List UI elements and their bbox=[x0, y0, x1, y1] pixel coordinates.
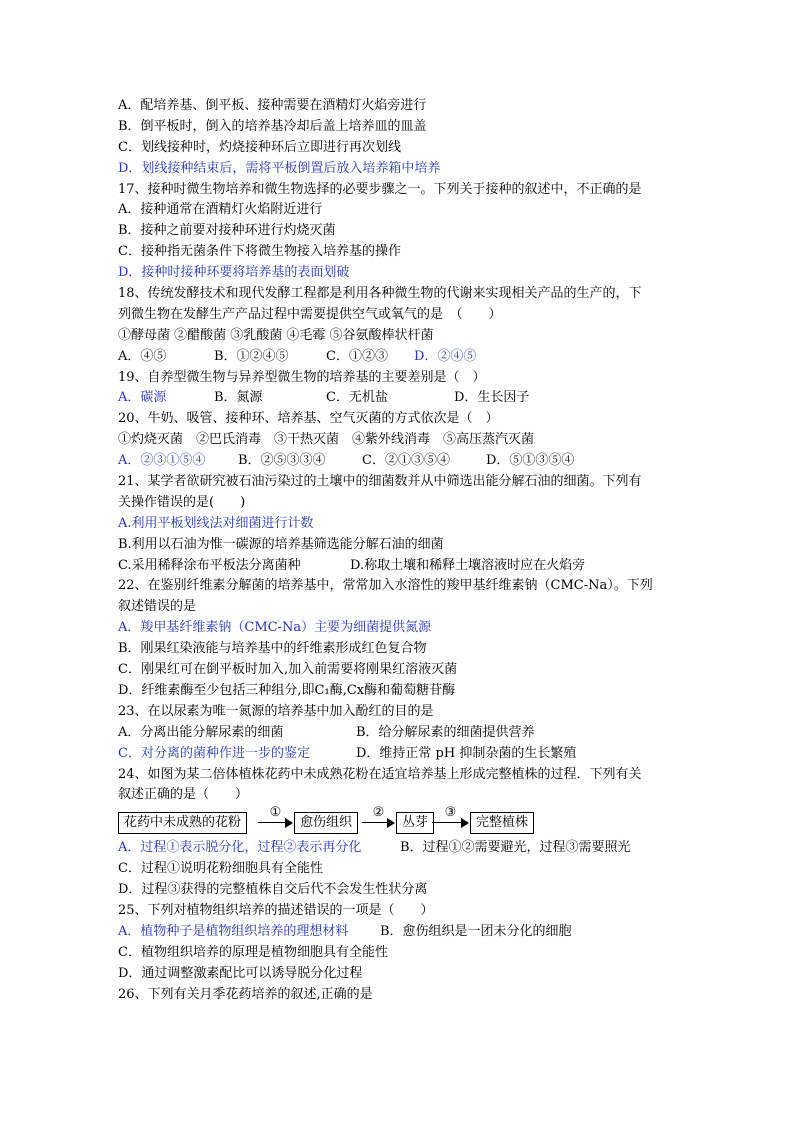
text-line: A.利用平板划线法对细菌进行计数 bbox=[118, 515, 314, 531]
text-line: A．接种通常在酒精灯火焰附近进行 bbox=[118, 202, 323, 218]
option-text: A．植物种子是植物组织培养的理想材料 bbox=[118, 923, 349, 939]
option-text: C．①②③ bbox=[326, 348, 388, 364]
text-line: 20、牛奶、吸管、接种环、培养基、空气灭菌的方式依次是（ ） bbox=[118, 411, 499, 427]
option-text: C.采用稀释涂布平板法分离菌种 bbox=[118, 557, 301, 573]
option-text: A．分离出能分解尿素的细菌 bbox=[118, 724, 284, 740]
text-line: C．接种指无菌条件下将微生物接入培养基的操作 bbox=[118, 244, 401, 260]
flow-box: 丛芽 bbox=[396, 812, 434, 834]
flow-arrow bbox=[258, 805, 293, 836]
text-line: 26、下列有关月季花药培养的叙述,正确的是 bbox=[118, 986, 373, 1002]
option-text: A．④⑤ bbox=[118, 348, 167, 364]
text-line: ①灼烧灭菌 ②巴氏消毒 ③干热灭菌 ④紫外线消毒 ⑤高压蒸汽灭菌 bbox=[118, 432, 535, 448]
option-text: B．过程①②需要避光，过程③需要照光 bbox=[400, 840, 631, 856]
text-line: ①酵母菌 ②醋酸菌 ③乳酸菌 ④毛霉 ⑤谷氨酸棒状杆菌 bbox=[118, 327, 434, 343]
text-line bbox=[118, 347, 678, 368]
text-line: A．羧甲基纤维素钠（CMC-Na）主要为细菌提供氮源 bbox=[118, 620, 432, 636]
text-line: B.利用以石油为惟一碳源的培养基筛选能分解石油的细菌 bbox=[118, 536, 444, 552]
text-line bbox=[118, 744, 678, 765]
flow-step-number: ② bbox=[372, 805, 385, 821]
flow-arrow bbox=[362, 805, 395, 836]
text-line: C．划线接种时，灼烧接种环后立即进行再次划线 bbox=[118, 139, 401, 155]
text-line: B．倒平板时，倒入的培养基冷却后盖上培养皿的皿盖 bbox=[118, 118, 427, 134]
option-text: C．②①③⑤④ bbox=[362, 453, 450, 469]
option-text: A．②③①⑤④ bbox=[118, 453, 206, 469]
text-line bbox=[118, 723, 678, 744]
text-line: 21、某学者欲研究被石油污染过的土壤中的细菌数并从中筛选出能分解石油的细菌。下列有 bbox=[118, 474, 642, 490]
text-line: D．划线接种结束后，需将平板倒置后放入培养箱中培养 bbox=[118, 160, 441, 176]
option-text: B．①②④⑤ bbox=[214, 348, 289, 364]
text-line: D．通过调整激素配比可以诱导脱分化过程 bbox=[118, 965, 363, 981]
text-line: D．过程③获得的完整植株自交后代不会发生性状分离 bbox=[118, 882, 428, 898]
flow-arrow bbox=[432, 805, 469, 836]
option-text: A．过程①表示脱分化，过程②表示再分化 bbox=[118, 840, 362, 856]
text-line: 24、如图为某二倍体植株花药中未成熟花粉在适宜培养基上形成完整植株的过程．下列有关 bbox=[118, 766, 642, 782]
text-line: 25、下列对植物组织培养的描述错误的一项是（ ） bbox=[118, 902, 434, 918]
option-text: C．无机盐 bbox=[326, 390, 388, 406]
option-text: D．⑤①③⑤④ bbox=[486, 453, 575, 469]
option-text: D．②④⑤ bbox=[414, 348, 477, 364]
text-line: C．过程①说明花粉细胞具有全能性 bbox=[118, 861, 323, 877]
option-text: D．维持正常 pH 抑制杂菌的生长繁殖 bbox=[356, 745, 577, 761]
text-line: 18、传统发酵技术和现代发酵工程都是利用各种微生物的代谢来实现相关产品的生产的，下 bbox=[118, 286, 642, 302]
flow-step-number: ① bbox=[269, 805, 282, 821]
text-line: C．刚果红可在倒平板时加入,加入前需要将刚果红溶液灭菌 bbox=[118, 662, 458, 678]
option-text: A．碳源 bbox=[118, 390, 167, 406]
text-line: B．刚果红染液能与培养基中的纤维素形成红色复合物 bbox=[118, 641, 427, 657]
text-line bbox=[118, 451, 678, 472]
option-text: C．对分离的菌种作进一步的鉴定 bbox=[118, 745, 310, 761]
option-text: B．愈伤组织是一团未分化的细胞 bbox=[380, 923, 572, 939]
text-line bbox=[118, 388, 678, 409]
question-page bbox=[118, 96, 678, 1005]
option-text: D．生长因子 bbox=[454, 390, 530, 406]
text-line: 叙述正确的是（ ） bbox=[118, 787, 249, 803]
text-line: 列微生物在发酵生产产品过程中需要提供空气或氧气的是 （ ） bbox=[118, 306, 502, 322]
text-line: 19、自养型微生物与异养型微生物的培养基的主要差别是（ ） bbox=[118, 369, 486, 385]
option-text: B．给分解尿素的细菌提供营养 bbox=[356, 724, 535, 740]
flow-box: 愈伤组织 bbox=[294, 812, 358, 834]
text-line bbox=[118, 922, 678, 943]
option-text: D.称取土壤和稀释土壤溶液时应在火焰旁 bbox=[350, 557, 586, 573]
option-text: B．②⑤③③④ bbox=[238, 453, 326, 469]
text-line: 叙述错误的是 bbox=[118, 599, 197, 615]
text-line: B．接种之前要对接种环进行灼烧灭菌 bbox=[118, 223, 336, 239]
option-text: B．氮源 bbox=[214, 390, 263, 406]
text-line: 17、接种时微生物培养和微生物选择的必要步骤之一。下列关于接种的叙述中，不正确的是 bbox=[118, 181, 642, 197]
flow-box: 完整植株 bbox=[470, 812, 534, 834]
flow-step-number: ③ bbox=[444, 805, 457, 821]
text-line bbox=[118, 556, 678, 577]
text-line: D．纤维素酶至少包括三种组分,即C₁酶,Cx酶和葡萄糖苷酶 bbox=[118, 682, 456, 698]
text-line: 关操作错误的是( ) bbox=[118, 494, 246, 510]
text-line bbox=[118, 838, 678, 859]
text-line: C．植物组织培养的原理是植物细胞具有全能性 bbox=[118, 944, 388, 960]
flow-box: 花药中未成熟的花粉 bbox=[118, 812, 247, 834]
text-line: D．接种时接种环要将培养基的表面划破 bbox=[118, 265, 350, 281]
text-line: 22、在鉴别纤维素分解菌的培养基中，常常加入水溶性的羧甲基纤维素钠（CMC-Na）。下列 bbox=[118, 578, 653, 594]
process-flow-diagram bbox=[118, 805, 678, 838]
text-line: A．配培养基、倒平板、接种需要在酒精灯火焰旁进行 bbox=[118, 98, 427, 113]
text-line: 23、在以尿素为唯一氮源的培养基中加入酚红的目的是 bbox=[118, 703, 434, 719]
